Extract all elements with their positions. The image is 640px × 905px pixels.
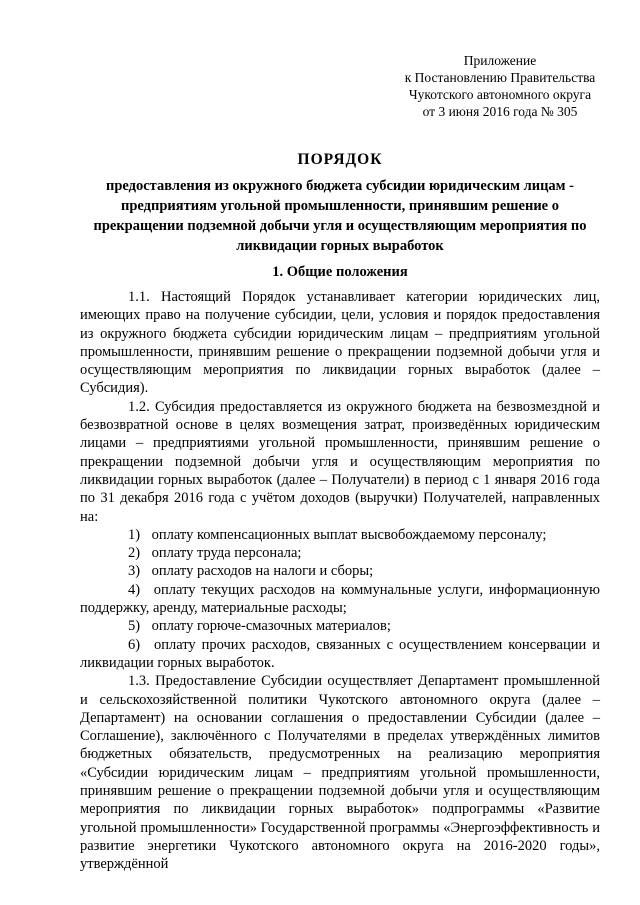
list-number: 3) (128, 563, 141, 580)
list-item (80, 562, 600, 580)
list-text: оплату компенсационных выплат высвобождаемому персоналу; (151, 526, 547, 543)
list-text: оплату труда персонала; (151, 545, 302, 562)
list-item (80, 617, 600, 635)
appendix-line-3: Чукотского автономного округа (408, 87, 592, 102)
document-title-block (80, 150, 600, 256)
appendix-header (400, 52, 600, 120)
list-number: 1) (128, 526, 141, 543)
list-number: 5) (128, 618, 141, 635)
appendix-line-2: к Постановлению Правительства (404, 70, 596, 85)
list-text: оплату горюче-смазочных материалов; (151, 618, 391, 635)
document-subtitle: предоставления из окружного бюджета субсидии юридическим лицам - предприятиям угольной промышленности, принявшим решение о прекращении подземной добычи угля и осуществляющим мероприятия по ликвидации горных выработок (93, 178, 587, 254)
list-number: 6) (128, 636, 141, 653)
paragraph-1-2: 1.2. Субсидия предоставляется из окружного бюджета на безвозмездной и безвозвратной основе в целях возмещения затрат, произведённых юридическим лицами – предприятиями угольной промышленности, принявшим решение о прекращении подземной добычи угля и осуществляющим мероприятия по ликвидации горных выработок (далее – Получатели) в период с 1 января 2016 года по 31 декабря 2016 года с учётом доходов (выручки) Получателей, направленных на: (80, 398, 600, 525)
appendix-line-4: от 3 июня 2016 года № 305 (422, 104, 578, 119)
list-text: оплату расходов на налоги и сборы; (151, 563, 374, 580)
section-heading: 1. Общие положения (272, 264, 408, 280)
paragraph-1-3: 1.3. Предоставление Субсидии осуществляет Департамент промышленной и сельскохозяйственной политики Чукотского автономного округа (далее – Департамент) на основании соглашения о предоставлении Субсидии (далее – Соглашение), заключённого с Получателями в пределах утверждённых лимитов бюджетных обязательств, предусмотренных на реализацию мероприятия «Субсидии юридическим лицам – предприятиям угольной промышленности, принявшим решение о прекращении подземной добычи угля и осуществляющим мероприятия по ликвидации горных выработок» подпрограммы «Развитие угольной промышленности» Государственной программы «Энергоэффективность и развитие энергетики Чукотского автономного округа на 2016-2020 годы», утверждённой (80, 673, 600, 873)
list-item (80, 636, 600, 673)
appendix-line-1: Приложение (463, 53, 537, 68)
section-body (80, 288, 600, 874)
list-number: 4) (128, 581, 141, 598)
document-title: ПОРЯДОК (297, 151, 383, 168)
paragraph-1-1: 1.1. Настоящий Порядок устанавливает категории юридических лиц, имеющих право на получение субсидии, цели, условия и порядок предоставления из окружного бюджета субсидии юридическим лицам – предприятиям угольной промышленности, принявшим решение о прекращении подземной добычи угля и осуществляющим мероприятия по ликвидации горных выработок (далее – Субсидия). (80, 289, 600, 397)
list-item (80, 581, 600, 618)
list-text: оплату текущих расходов на коммунальные услуги, информационную поддержку, аренду, материальные расходы; (80, 581, 600, 617)
list-item (80, 544, 600, 562)
list-number: 2) (128, 545, 141, 562)
list-text: оплату прочих расходов, связанных с осуществлением консервации и ликвидации горных выработок. (80, 636, 600, 671)
list-item (80, 526, 600, 544)
